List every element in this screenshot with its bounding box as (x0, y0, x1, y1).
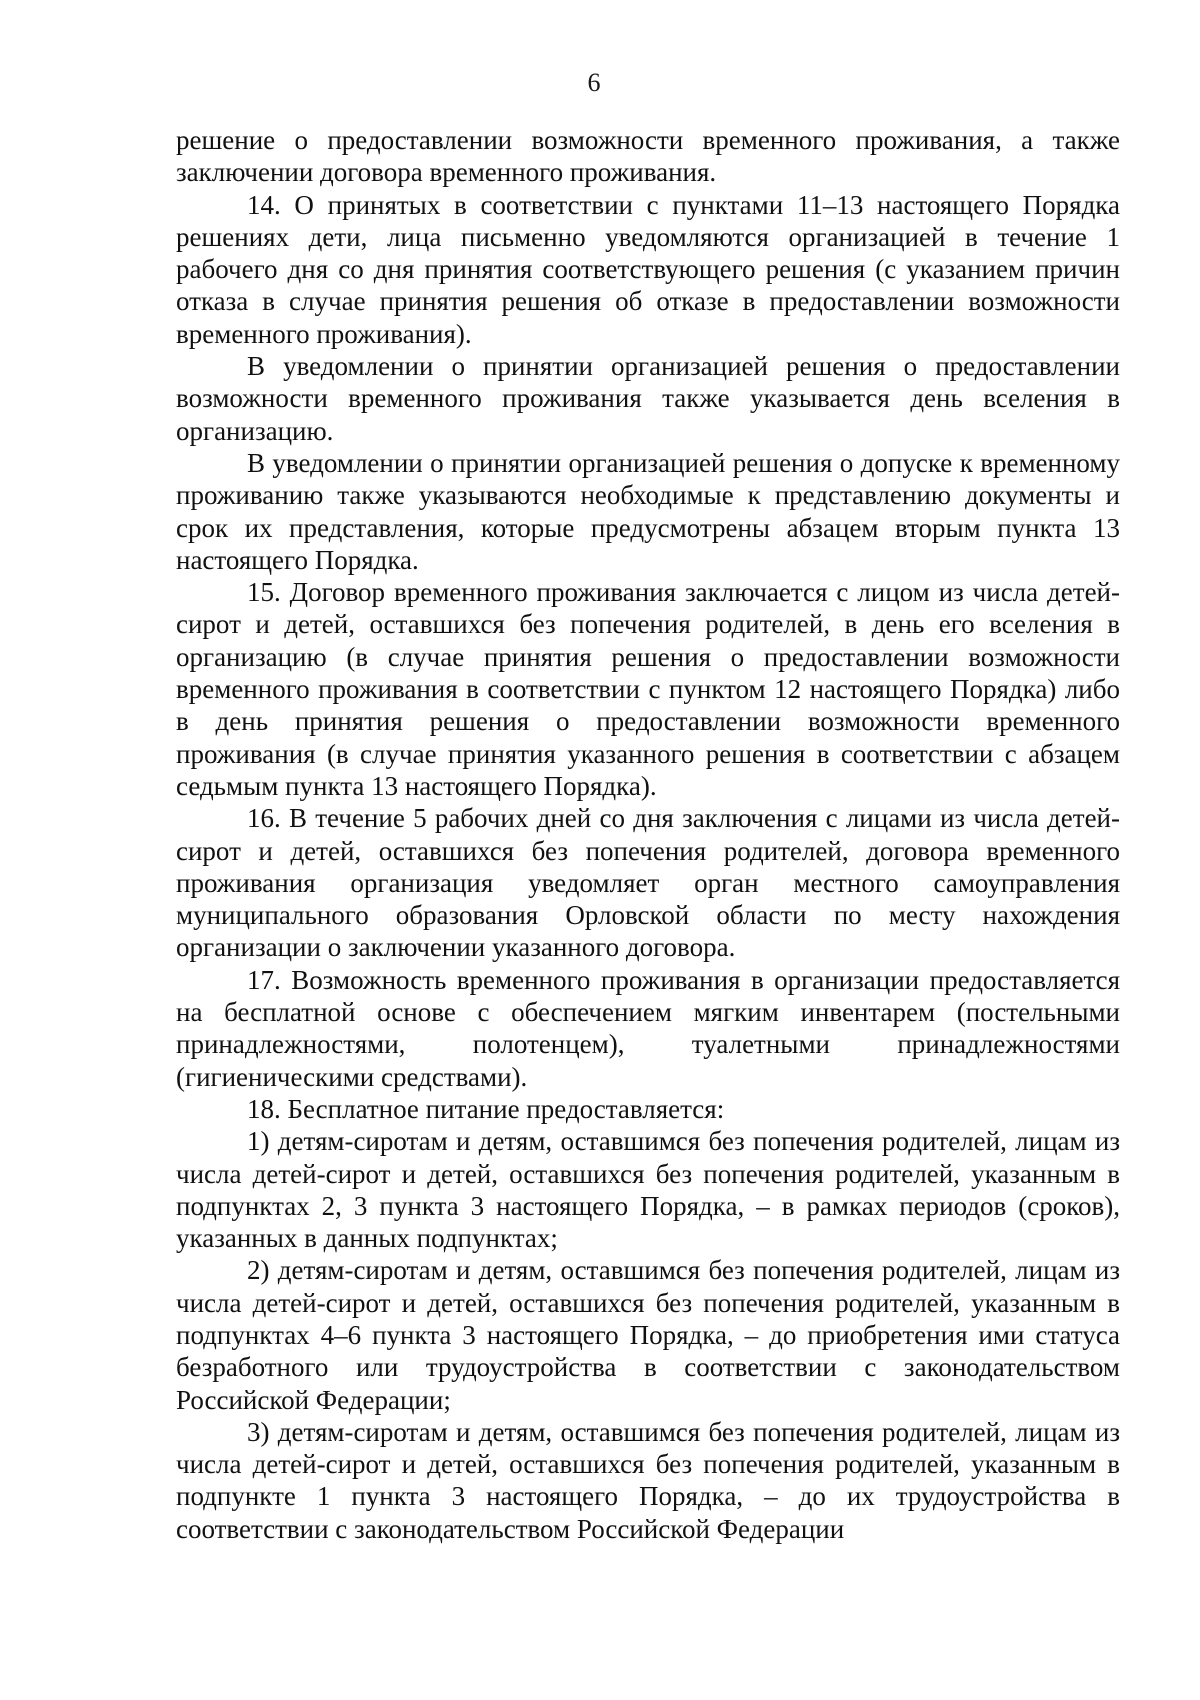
paragraph-15: 15. Договор временного проживания заключается с лицом из числа детей-сирот и детей, оставшихся без попечения родителей, в день его вселения в организацию (в случае принятия решения о предоставлении возможности временного проживания в соответствии с пунктом 12 настоящего Порядка) либо в день принятия решения о предоставлении возможности временного проживания (в случае принятия указанного решения в соответствии с абзацем седьмым пункта 13 настоящего Порядка). (176, 577, 1120, 801)
document-body (176, 124, 1120, 1545)
paragraph-18-item-1: 1) детям-сиротам и детям, оставшимся без попечения родителей, лицам из числа детей-сирот и детей, оставшихся без попечения родителей, указанным в подпунктах 2, 3 пункта 3 настоящего Порядка, – в рамках периодов (сроков), указанных в данных подпунктах; (176, 1126, 1120, 1254)
paragraph-18-item-3: 3) детям-сиротам и детям, оставшимся без попечения родителей, лицам из числа детей-сирот и детей, оставшихся без попечения родителей, указанным в подпункте 1 пункта 3 настоящего Порядка, – до их трудоустройства в соответствии с законодательством Российской Федерации (176, 1416, 1120, 1544)
paragraph-17: 17. Возможность временного проживания в организации предоставляется на бесплатной основе с обеспечением мягким инвентарем (постельными принадлежностями, полотенцем), туалетными принадлежностями (гигиеническими средствами). (176, 964, 1120, 1092)
paragraph-18: 18. Бесплатное питание предоставляется: (247, 1093, 725, 1124)
paragraph-14: 14. О принятых в соответствии с пунктами 11–13 настоящего Порядка решениях дети, лица письменно уведомляются организацией в течение 1 рабочего дня со дня принятия соответствующего решения (с указанием причин отказа в случае принятия решения об отказе в предоставлении возможности временного проживания). (176, 189, 1120, 349)
page-number: 6 (587, 68, 601, 97)
paragraph-14-notice-accommodation: В уведомлении о принятии организацией решения о предоставлении возможности временного проживания также указывается день вселения в организацию. (176, 351, 1120, 446)
paragraph-14-notice-admission: В уведомлении о принятии организацией решения о допуске к временному проживанию также указываются необходимые к представлению документы и срок их представления, которые предусмотрены абзацем вторым пункта 13 настоящего Порядка. (176, 447, 1120, 575)
paragraph-continuation: решение о предоставлении возможности временного проживания, а также заключении договора временного проживания. (176, 125, 1120, 188)
paragraph-16: 16. В течение 5 рабочих дней со дня заключения с лицами из числа детей-сирот и детей, оставшихся без попечения родителей, договора временного проживания организация уведомляет орган местного самоуправления муниципального образования Орловской области по месту нахождения организации о заключении указанного договора. (176, 803, 1120, 963)
paragraph-18-item-2: 2) детям-сиротам и детям, оставшимся без попечения родителей, лицам из числа детей-сирот и детей, оставшихся без попечения родителей, указанным в подпунктах 4–6 пункта 3 настоящего Порядка, – до приобретения ими статуса безработного или трудоустройства в соответствии с законодательством Российской Федерации; (176, 1255, 1120, 1415)
